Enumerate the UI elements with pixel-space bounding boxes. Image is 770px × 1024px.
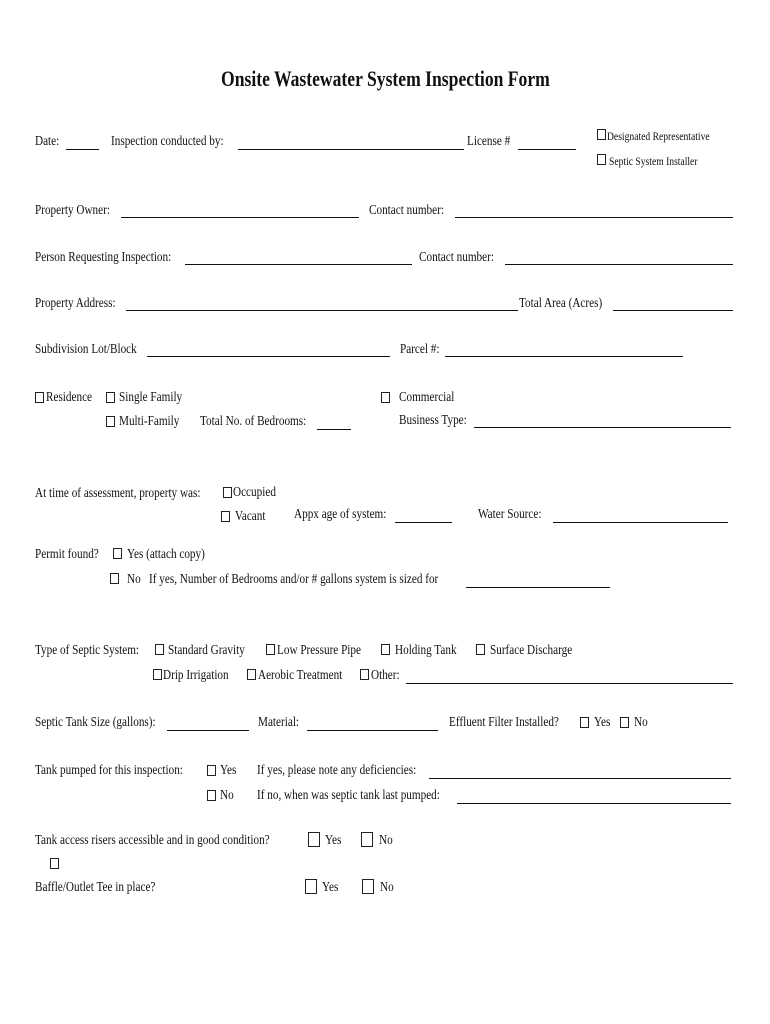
vacant-label: Vacant [235, 509, 266, 524]
contact2-field[interactable] [505, 264, 733, 265]
baffle-yes-label: Yes [322, 880, 339, 895]
permit-yes-label: Yes (attach copy) [127, 547, 205, 562]
installer-label: Septic System Installer [609, 154, 698, 168]
baffle-no-checkbox[interactable] [362, 879, 374, 894]
owner-field[interactable] [121, 217, 359, 218]
pumped-yes-label: Yes [220, 763, 237, 778]
inspector-label: Inspection conducted by: [111, 134, 224, 149]
last-pumped-field[interactable] [457, 803, 731, 804]
installer-checkbox[interactable] [597, 154, 606, 165]
occupied-label: Occupied [233, 485, 276, 500]
area-field[interactable] [613, 310, 733, 311]
risers-no-label: No [379, 833, 393, 848]
surface-discharge-label: Surface Discharge [490, 643, 573, 658]
baffle-yes-checkbox[interactable] [305, 879, 317, 894]
subdivision-label: Subdivision Lot/Block [35, 342, 137, 357]
holding-tank-checkbox[interactable] [381, 644, 390, 655]
deficiencies-field[interactable] [429, 778, 731, 779]
business-type-label: Business Type: [399, 413, 467, 428]
parcel-field[interactable] [445, 356, 683, 357]
water-field[interactable] [553, 522, 728, 523]
tank-size-label: Septic Tank Size (gallons): [35, 715, 156, 730]
water-label: Water Source: [478, 507, 542, 522]
bedrooms-field[interactable] [317, 429, 351, 430]
standard-gravity-label: Standard Gravity [168, 643, 245, 658]
age-field[interactable] [395, 522, 452, 523]
pumped-no-label: No [220, 788, 234, 803]
contact2-label: Contact number: [419, 250, 494, 265]
baffle-no-label: No [380, 880, 394, 895]
parcel-label: Parcel #: [400, 342, 440, 357]
multi-family-checkbox[interactable] [106, 416, 115, 427]
designated-rep-checkbox[interactable] [597, 129, 606, 140]
last-pumped-label: If no, when was septic tank last pumped: [257, 788, 440, 803]
designated-rep-label: Designated Representative [607, 129, 710, 143]
standard-gravity-checkbox[interactable] [155, 644, 164, 655]
low-pressure-checkbox[interactable] [266, 644, 275, 655]
requester-field[interactable] [185, 264, 412, 265]
pumped-no-checkbox[interactable] [207, 790, 216, 801]
filter-no-checkbox[interactable] [620, 717, 629, 728]
subdivision-field[interactable] [147, 356, 390, 357]
single-family-label: Single Family [119, 390, 183, 405]
area-label: Total Area (Acres) [519, 296, 603, 311]
deficiencies-label: If yes, please note any deficiencies: [257, 763, 417, 778]
age-label: Appx age of system: [294, 507, 387, 522]
bedrooms-label: Total No. of Bedrooms: [200, 414, 307, 429]
filter-yes-label: Yes [594, 715, 611, 730]
aerobic-checkbox[interactable] [247, 669, 256, 680]
filter-label: Effluent Filter Installed? [449, 715, 559, 730]
risers-yes-checkbox[interactable] [308, 832, 320, 847]
material-label: Material: [258, 715, 300, 730]
occupied-checkbox[interactable] [223, 487, 232, 498]
contact1-label: Contact number: [369, 203, 444, 218]
drip-irrigation-checkbox[interactable] [153, 669, 162, 680]
license-field[interactable] [518, 149, 576, 150]
contact1-field[interactable] [455, 217, 733, 218]
commercial-label: Commercial [399, 390, 455, 405]
other-field[interactable] [406, 683, 733, 684]
filter-no-label: No [634, 715, 648, 730]
pumped-label: Tank pumped for this inspection: [35, 763, 183, 778]
form-title: Onsite Wastewater System Inspection Form [221, 66, 550, 91]
vacant-checkbox[interactable] [221, 511, 230, 522]
business-type-field[interactable] [474, 427, 731, 428]
license-label: License # [467, 134, 511, 149]
surface-discharge-checkbox[interactable] [476, 644, 485, 655]
system-label: Type of Septic System: [35, 643, 140, 658]
other-checkbox[interactable] [360, 669, 369, 680]
permit-yes-checkbox[interactable] [113, 548, 122, 559]
permit-label: Permit found? [35, 547, 99, 562]
date-label: Date: [35, 134, 60, 149]
holding-tank-label: Holding Tank [395, 643, 457, 658]
risers-no-checkbox[interactable] [361, 832, 373, 847]
address-field[interactable] [126, 310, 518, 311]
owner-label: Property Owner: [35, 203, 110, 218]
occupancy-label: At time of assessment, property was: [35, 486, 201, 501]
inspector-field[interactable] [238, 149, 464, 150]
multi-family-label: Multi-Family [119, 414, 180, 429]
material-field[interactable] [307, 730, 438, 731]
date-field[interactable] [66, 149, 99, 150]
permit-no-checkbox[interactable] [110, 573, 119, 584]
risers-yes-label: Yes [325, 833, 342, 848]
drip-irrigation-label: Drip Irrigation [163, 668, 229, 683]
risers-label: Tank access risers accessible and in good condition? [35, 833, 270, 848]
sizing-label: If yes, Number of Bedrooms and/or # gallons system is sized for [149, 572, 439, 587]
baffle-label: Baffle/Outlet Tee in place? [35, 880, 156, 895]
aerobic-label: Aerobic Treatment [258, 668, 343, 683]
residence-checkbox[interactable] [35, 392, 44, 403]
address-label: Property Address: [35, 296, 116, 311]
other-label: Other: [371, 668, 400, 683]
requester-label: Person Requesting Inspection: [35, 250, 172, 265]
residence-label: Residence [46, 390, 93, 405]
pumped-yes-checkbox[interactable] [207, 765, 216, 776]
low-pressure-label: Low Pressure Pipe [277, 643, 361, 658]
baffle-checkbox[interactable] [50, 858, 59, 869]
permit-no-label: No [127, 572, 141, 587]
filter-yes-checkbox[interactable] [580, 717, 589, 728]
sizing-field[interactable] [466, 587, 610, 588]
commercial-checkbox[interactable] [381, 392, 390, 403]
tank-size-field[interactable] [167, 730, 249, 731]
single-family-checkbox[interactable] [106, 392, 115, 403]
